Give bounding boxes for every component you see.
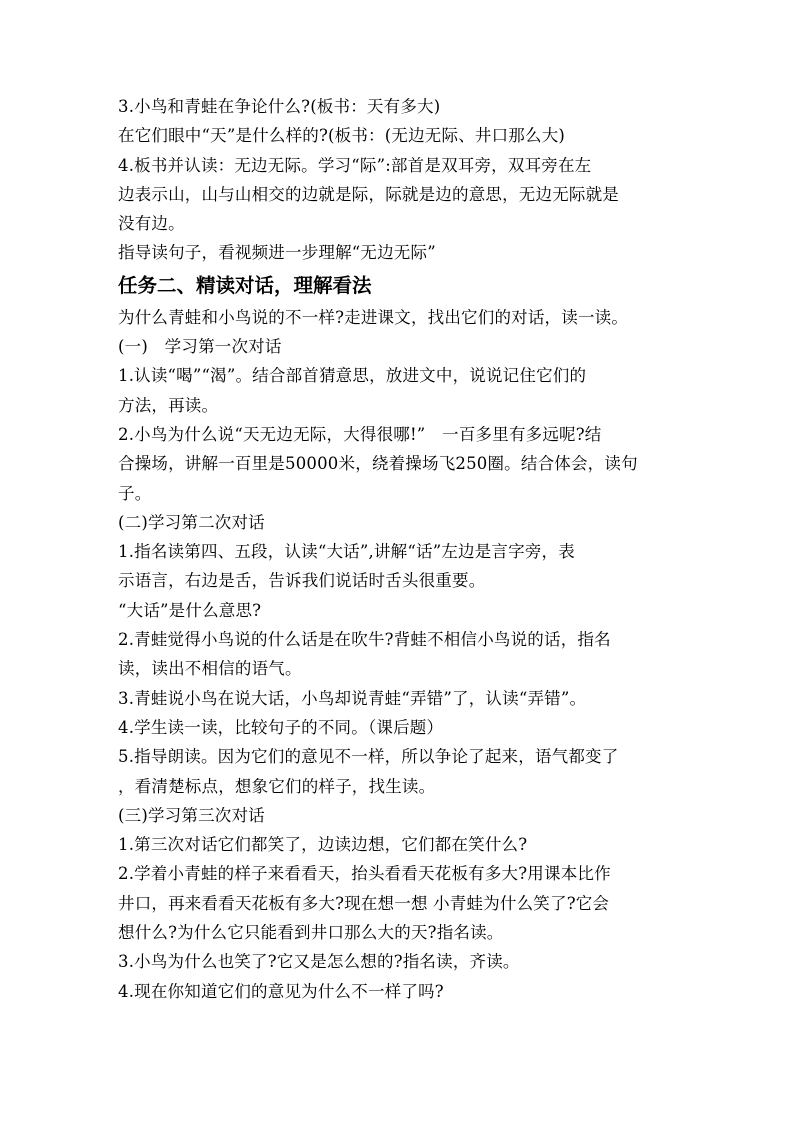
text-line: 1.认读“喝”“渴”。结合部首猜意思，放进文中，说说记住它们的 bbox=[118, 366, 587, 386]
text-line: 指导读句子，看视频进一步理解“无边无际” bbox=[118, 243, 436, 263]
text-line: 2.青蛙觉得小鸟说的什么话是在吹牛?背蛙不相信小鸟说的话，指名 bbox=[118, 630, 611, 650]
text-line: 2.小鸟为什么说“天无边无际，大得很哪!” 一百多里有多远呢?结 bbox=[118, 424, 602, 444]
text-line: ，看清楚标点，想象它们的样子，找生读。 bbox=[118, 776, 436, 796]
text-line: 1.第三次对话它们都笑了，边读边想，它们都在笑什么? bbox=[118, 835, 528, 855]
text-line: “大话”是什么意思? bbox=[118, 600, 262, 620]
text-line: 合操场，讲解一百里是50000米，绕着操场飞250圈。结合体会，读句 bbox=[118, 454, 638, 474]
text-line: 4.板书并认读：无边无际。学习“际”:部首是双耳旁，双耳旁在左 bbox=[118, 155, 592, 175]
text-line: 3.小鸟和青蛙在争论什么?(板书：天有多大) bbox=[118, 97, 441, 116]
text-line: 4.学生读一读，比较句子的不同。（课后题） bbox=[118, 717, 444, 737]
text-line: 示语言，右边是舌，告诉我们说话时舌头很重要。 bbox=[118, 571, 486, 591]
text-line: 想什么?为什么它只能看到井口那么大的天?指名读。 bbox=[118, 923, 504, 943]
text-line: 1.指名读第四、五段，认读“大话”,讲解“话”左边是言字旁，表 bbox=[118, 542, 575, 562]
document-body bbox=[118, 92, 683, 1006]
text-line: 在它们眼中“天”是什么样的?(板书：(无边无际、井口那么大) bbox=[118, 126, 566, 146]
text-line: 读，读出不相信的语气。 bbox=[118, 659, 302, 679]
text-line: 4.现在你知道它们的意见为什么不一样了吗? bbox=[118, 981, 444, 1001]
subsection-title: (二)学习第二次对话 bbox=[118, 512, 265, 532]
text-line: 方法，再读。 bbox=[118, 395, 219, 415]
subsection-title: (一) 学习第一次对话 bbox=[118, 337, 282, 357]
text-line: 5.指导朗读。因为它们的意见不一样，所以争论了起来，语气都变了 bbox=[118, 747, 619, 767]
text-line: 子。 bbox=[118, 483, 152, 503]
section-heading: 任务二、精读对话，理解看法 bbox=[118, 273, 372, 297]
text-line: 2.学着小青蛙的样子来看看天，抬头看看天花板有多大?用课本比作 bbox=[118, 864, 611, 884]
text-line: 边表示山，山与山相交的边就是际，际就是边的意思，无边无际就是 bbox=[118, 184, 619, 204]
text-line: 3.小鸟为什么也笑了?它又是怎么想的?指名读，齐读。 bbox=[118, 952, 520, 972]
text-line: 没有边。 bbox=[118, 214, 185, 234]
text-line: 为什么青蛙和小鸟说的不一样?走进课文，找出它们的对话，读一读。 bbox=[118, 307, 629, 327]
text-line: 3.青蛙说小鸟在说大话，小鸟却说青蛙“弄错”了，认读“弄错”。 bbox=[118, 688, 587, 708]
subsection-title: (三)学习第三次对话 bbox=[118, 805, 265, 825]
text-line: 井口，再来看看天花板有多大?现在想一想 小青蛙为什么笑了?它会 bbox=[118, 893, 610, 913]
